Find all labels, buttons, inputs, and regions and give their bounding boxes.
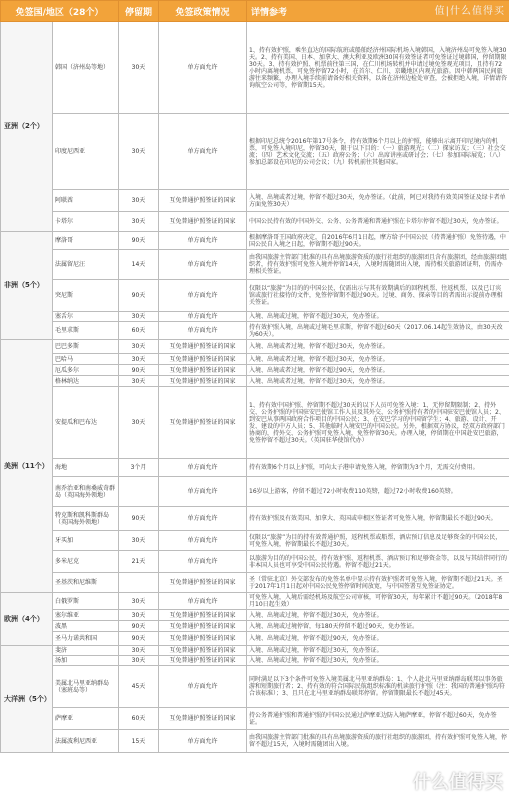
table-row [1, 666, 509, 708]
detail-cell: 仅限以“旅游”为目的的中国公民，仅需出示与其有效期满后的回程机票、往返机票，以及已订宾馆或旅行社接待的文件，免签停留期不超过90天。过境、商务、探亲等目的者需出示提前办理相关签证。 [247, 280, 509, 312]
policy-cell: 单方面允许 [159, 280, 247, 312]
policy-cell: 单方面允许 [159, 477, 247, 507]
detail-cell: 16岁以上游客，停留不超过72小时收费110英镑，超过72小时收费160英镑。 [247, 477, 509, 507]
policy-cell: 互免普通护照签证的国家 [159, 190, 247, 212]
detail-cell: 入境、出境或者过境，停留不超过30天，免办签证。 [247, 340, 509, 354]
policy-cell: 单方面允许 [159, 666, 247, 708]
country-cell: 法属波利尼西亚 [53, 730, 119, 753]
table-row [1, 312, 509, 322]
header-policy: 免签政策情况 [159, 1, 247, 22]
detail-cell: 入境、出境或过境，停留不超过30天，免办签证。 [247, 610, 509, 621]
detail-cell: 持有效期6个月以上护照，可向太子港申请免签入境，停留期为3个月，无需交付费用。 [247, 459, 509, 477]
table-row [1, 730, 509, 753]
stay-cell: 30天 [119, 593, 159, 610]
stay-cell: 90天 [119, 621, 159, 632]
region-cell: 大洋洲（5个） [1, 646, 53, 753]
header-country: 免签国/地区（28个） [1, 1, 119, 22]
country-cell: 圣基茨和尼维斯 [53, 573, 119, 593]
policy-cell: 单方面允许 [159, 730, 247, 753]
country-cell: 波黑 [53, 621, 119, 632]
country-cell: 印度尼西亚 [53, 114, 119, 190]
stay-cell: 30天 [119, 354, 159, 365]
detail-cell: 入境、出境或过境，停留不超过30天，免办签证。 [247, 656, 509, 666]
stay-cell [119, 573, 159, 593]
country-cell: 南乔治亚和南桑威奇群岛（英国海外领地） [53, 477, 119, 507]
detail-cell: 以旅游为目的的中国公民，持有效护照、返程机票、酒店预订和足够资金等，以及与其结伴同行的非本国人员也可享受中国公民待遇。停留不超过21天。 [247, 551, 509, 573]
table-row [1, 646, 509, 656]
detail-cell: 入境、出境或过境，停留不超过30天，免办签证。 [247, 646, 509, 656]
country-cell: 美属北马里亚纳群岛（塞班岛等） [53, 666, 119, 708]
policy-cell: 互免普通护照签证的国家 [159, 632, 247, 646]
policy-cell: 单方面允许 [159, 551, 247, 573]
stay-cell: 30天 [119, 312, 159, 322]
table-row [1, 190, 509, 212]
stay-cell [119, 477, 159, 507]
table-row [1, 708, 509, 730]
policy-cell: 互免普通护照签证的国家 [159, 621, 247, 632]
stay-cell: 45天 [119, 666, 159, 708]
watermark: 值|什么值得买 [434, 6, 505, 17]
country-cell: 安提瓜和巴布达 [53, 387, 119, 459]
policy-cell: 单方面允许 [159, 459, 247, 477]
table-row [1, 22, 509, 114]
table-row [1, 376, 509, 387]
country-cell: 韩国（济州岛等地） [53, 22, 119, 114]
header-stay: 停留期 [119, 1, 159, 22]
table-row [1, 656, 509, 666]
region-cell: 非洲（5个） [1, 232, 53, 340]
policy-cell: 单方面允许 [159, 593, 247, 610]
stay-cell: 30天 [119, 114, 159, 190]
country-cell: 毛里求斯 [53, 322, 119, 340]
country-cell: 巴哈马 [53, 354, 119, 365]
stay-cell: 30天 [119, 212, 159, 232]
policy-cell: 互免普通护照签证的国家 [159, 646, 247, 656]
policy-cell: 互免普通护照签证的国家 [159, 354, 247, 365]
country-cell: 海地 [53, 459, 119, 477]
detail-cell: 圣（常驻北京）外交部发布的免签名单中显示持有效护照者可免签入境，停留期不超过21天。圣于2017年1月1日起对中国公民免签停留时间放宽，与中国签署互免签证协定。 [247, 573, 509, 593]
detail-cell: 仅限以“旅游”为目的持有效普通护照，返程机票或船票，酒店预订信息及足够资金的中国公民，可免签入境，停留期最长不超过30天。 [247, 531, 509, 551]
table-row [1, 573, 509, 593]
policy-cell: 互免普通护照签证的国家 [159, 376, 247, 387]
policy-cell: 单方面允许 [159, 507, 247, 531]
table-row [1, 507, 509, 531]
table-row [1, 387, 509, 459]
policy-cell: 互免普通护照签证的国家 [159, 656, 247, 666]
stay-cell: 30天 [119, 22, 159, 114]
detail-cell: 中国公民持有效的中国外交、公务、公务普通和普通护照在卡塔尔停留不超过30天，免办签证。 [247, 212, 509, 232]
table-row [1, 340, 509, 354]
table-row [1, 551, 509, 573]
country-cell: 突尼斯 [53, 280, 119, 312]
stay-cell: 30天 [119, 190, 159, 212]
detail-cell: 同时满足以下3个条件可免签入境美属北马里亚纳群岛：1、个人赴北马里亚纳群岛联邦以事务旅游和短期旅行者；2、持有效的符合国际民航组织标准的机读旅行护照（注：我国的普通护照均符合该标准）；3、且只在北马里亚纳群岛联邦停留。停留期限最长不超过45天。 [247, 666, 509, 708]
detail-cell: 持有效护照入境，出境或过境毛里求斯，停留不超过60天（2017.06.14起生效协议，由30天改为60天）。 [247, 322, 509, 340]
stay-cell: 60天 [119, 708, 159, 730]
detail-cell: 入境、出境或者过境，停留不超过30天，免办签证。（此前，阿已对我持有效美国签证及绿卡者单方面免签30天） [247, 190, 509, 212]
table-row [1, 354, 509, 365]
detail-cell: 持有效护照及有效美国、加拿大、英国或申根区签证者可免签入境，停留期最长不超过90天。 [247, 507, 509, 531]
detail-cell: 根据印尼总统令2016年第17号条令，持有效期6个月以上的护照，能够出示离开印尼境内的机票，可免签入境印尼，停留30天，限于以下目的：（一）旅游观光；（二）探家访友；（三）社会交流；（四）艺术文化交流；（五）政府公务；（六）出席讲座或研讨会；（七）参加国际展览；（八）参加总部设在印尼的公司会议；（九）转机前往其他国家。 [247, 114, 509, 190]
detail-cell: 入境、出境或者过境，停留不超过90天，免办签证。 [247, 365, 509, 376]
country-cell: 巴巴多斯 [53, 340, 119, 354]
region-cell: 美洲（11个） [1, 340, 53, 593]
table-row [1, 632, 509, 646]
country-cell: 塞尔维亚 [53, 610, 119, 621]
stay-cell: 90天 [119, 280, 159, 312]
stay-cell: 15天 [119, 730, 159, 753]
detail-cell: 由我国旅游主管部门批准的具有出境旅游资质的旅行社组织的旅游团，持有效护照可免签入境，停留不超过15天，入境时需随团出入境。 [247, 730, 509, 753]
policy-cell: 单方面允许 [159, 232, 247, 250]
table-row [1, 365, 509, 376]
stay-cell: 30天 [119, 610, 159, 621]
detail-cell: 根据摩洛哥王国政府决定，自2016年6月1日起，摩方给予中国公民（持普通护照）免签待遇，中国公民自入境之日起，停留期不超过90天。 [247, 232, 509, 250]
policy-cell: 互免普通护照签证的国家 [159, 387, 247, 459]
detail-cell: 入境、出境或过境，停留不超过90天，免办签证。 [247, 632, 509, 646]
table-row [1, 232, 509, 250]
table-row [1, 114, 509, 190]
country-cell: 格林纳达 [53, 376, 119, 387]
stay-cell: 21天 [119, 551, 159, 573]
detail-cell: 1、持有效中国护照、停留期不超过30天的以下人员可免签入境：1、无停留期限制；2、持外交、公务护照的中国驻安巴使馆工作人员及其外交、公务护照持有者的中国驻安巴使馆人员；2、到安巴从事两国政府合作项目的中国公民；3、在安巴学习的中国留学生；4、旅游、设计、开发、建设的中方人员；5、其他临时入境安巴的中国公民。另外，根据双方协议，经双方政府部门协商的，持外交、公务护照可免签入境，免签停留30天。办理入境，停留期在中国赴安巴旅游，免签停留不超过30天。（英国驻华使馆代办） [247, 387, 509, 459]
stay-cell: 30天 [119, 376, 159, 387]
table-row [1, 531, 509, 551]
country-cell: 塞舌尔 [53, 312, 119, 322]
stay-cell: 60天 [119, 322, 159, 340]
detail-cell: 入境、出境或者过境，停留不超过30天，免办签证。 [247, 354, 509, 365]
policy-cell: 互免普通护照签证的国家 [159, 212, 247, 232]
country-cell: 斐济 [53, 646, 119, 656]
region-cell: 欧洲（4个） [1, 593, 53, 646]
stay-cell: 30天 [119, 531, 159, 551]
stay-cell: 30天 [119, 387, 159, 459]
watermark-logo: 什么值得买 [413, 772, 503, 793]
detail-cell: 入境、出境或过境，停留不超过30天，免办签证。 [247, 312, 509, 322]
table-row [1, 593, 509, 610]
header-detail: 详情参考 [247, 1, 509, 22]
policy-cell: 单方面允许 [159, 250, 247, 280]
table-row [1, 212, 509, 232]
stay-cell: 90天 [119, 232, 159, 250]
policy-cell: 单方面允许 [159, 114, 247, 190]
country-cell: 卡塔尔 [53, 212, 119, 232]
stay-cell: 90天 [119, 632, 159, 646]
policy-cell: 单方面允许 [159, 322, 247, 340]
country-cell: 萨摩亚 [53, 708, 119, 730]
region-cell: 亚洲（2个） [1, 22, 53, 232]
detail-cell: 由我国旅游主管部门批准的具有出境旅游资质的旅行社组织的旅游团且含有旅游团，经由旅游团组织者，持有效护照可免签入境并停留14天，入境时需随团出入境，需持相关旅游团证明，仍需办理相关签证。 [247, 250, 509, 280]
country-cell: 法属留尼汪 [53, 250, 119, 280]
stay-cell: 90天 [119, 507, 159, 531]
detail-cell: 持公务普通护照和普通护照的中国公民通过萨摩亚边防入境萨摩亚，停留不超过60天，免办签证。 [247, 708, 509, 730]
country-cell: 摩洛哥 [53, 232, 119, 250]
country-cell: 牙买加 [53, 531, 119, 551]
detail-cell: 1、持有效护照，乘坐直达的国际航班或船舶经济州国际机场入境韩国，入境济州岛可免签入境30天。2、持有美国、日本、加拿大、澳大利亚及欧洲30国有效签证者可免签证过境韩国，停留期限30天。3、持有效护照、机票前往第三国，在仁川机场转机并申请过境免签观光项目，且持有72小时内离境机票，可免签停留72小时，在首尔、仁川、京畿地区内观光旅游。因中韩两国民间旅游往来频繁，办理入境手续前请备好相关资料，以备在济州边检处审查，会被拒绝入境，详情请咨询航空公司等，停留期15天。 [247, 22, 509, 114]
stay-cell: 30天 [119, 646, 159, 656]
table-row [1, 280, 509, 312]
country-cell: 圣马力诺共和国 [53, 632, 119, 646]
country-cell: 特克斯和凯科斯群岛（英国海外领地） [53, 507, 119, 531]
policy-cell: 互免普通护照签证的国家 [159, 610, 247, 621]
table-row [1, 459, 509, 477]
detail-cell: 可免签入境，入境后需经机场及航空公司审核，可停留30天，每年累计不超过90天。（2018年8月10日起生效） [247, 593, 509, 610]
policy-cell: 单方面允许 [159, 22, 247, 114]
country-cell: 汤加 [53, 656, 119, 666]
table-row [1, 250, 509, 280]
policy-cell: 互免普通护照签证的国家 [159, 573, 247, 593]
policy-cell: 互免普通护照签证的国家 [159, 340, 247, 354]
policy-cell: 单方面允许 [159, 312, 247, 322]
detail-cell: 入境、出境或者过境，停留不超过30天，免办签证。 [247, 376, 509, 387]
country-cell: 厄瓜多尔 [53, 365, 119, 376]
stay-cell: 14天 [119, 250, 159, 280]
policy-cell: 单方面允许 [159, 531, 247, 551]
header-row [1, 1, 509, 22]
table-row [1, 610, 509, 621]
detail-cell: 入境、出境或过境停留，每180天停留不超过90天，免办签证。 [247, 621, 509, 632]
country-cell: 多米尼克 [53, 551, 119, 573]
country-cell: 阿联酋 [53, 190, 119, 212]
country-cell: 白俄罗斯 [53, 593, 119, 610]
stay-cell: 30天 [119, 340, 159, 354]
table-row [1, 621, 509, 632]
policy-cell: 互免普通护照签证的国家 [159, 365, 247, 376]
table-row [1, 322, 509, 340]
stay-cell: 90天 [119, 365, 159, 376]
policy-cell: 互免普通护照签证的国家 [159, 708, 247, 730]
stay-cell: 30天 [119, 656, 159, 666]
stay-cell: 3个月 [119, 459, 159, 477]
table-row [1, 477, 509, 507]
